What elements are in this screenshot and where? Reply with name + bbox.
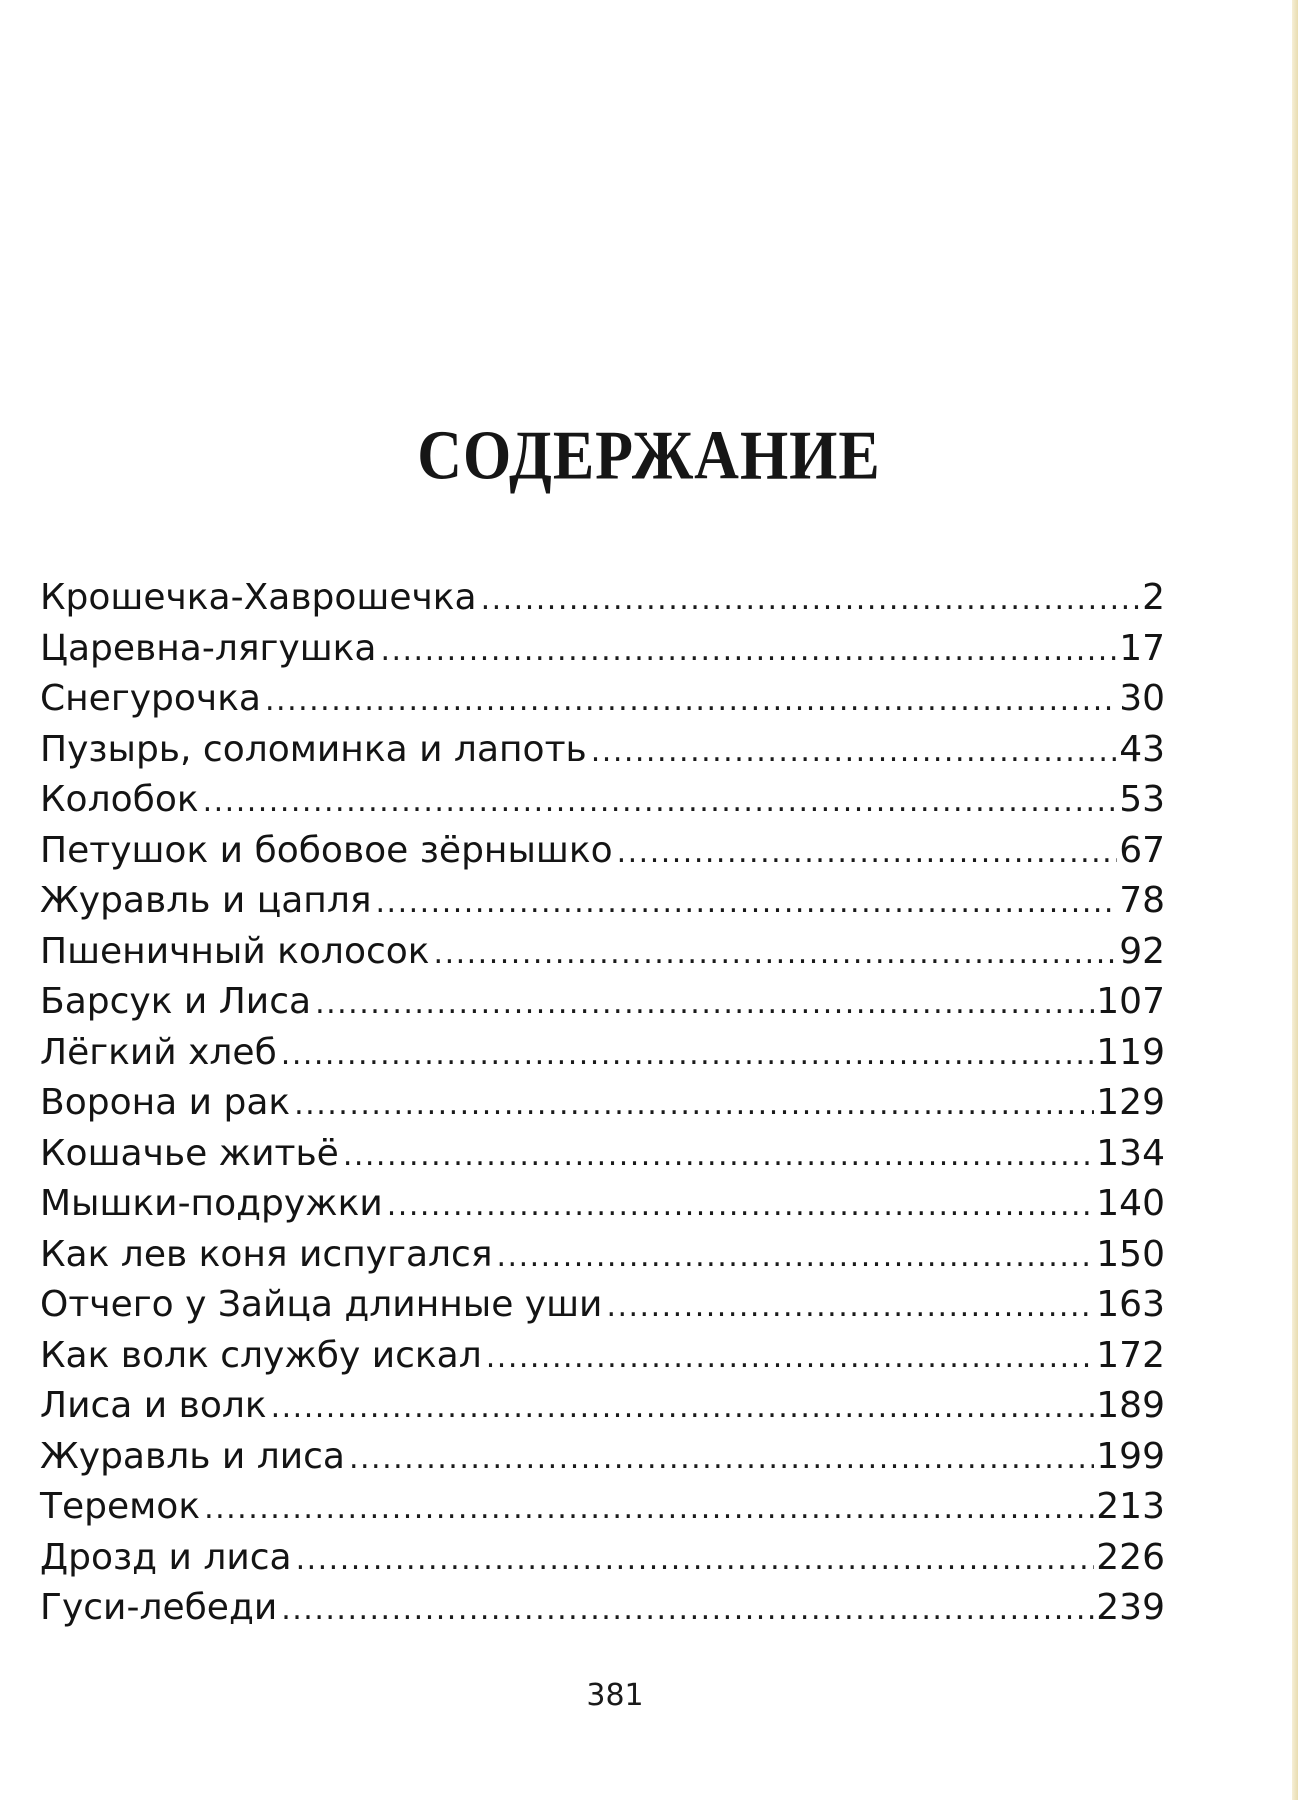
toc-entry-page: 119 [1096, 1031, 1165, 1073]
dot-leader [606, 1282, 1094, 1333]
toc-entry-title: Ворона и рак [40, 1082, 291, 1123]
dot-leader [376, 878, 1118, 929]
dot-leader [296, 1535, 1095, 1586]
toc-entry-title: Лиса и волк [40, 1385, 267, 1426]
toc-entry [40, 1533, 1165, 1584]
toc-entry-title: Как волк службу искал [40, 1334, 482, 1376]
dot-leader [387, 1181, 1095, 1232]
toc-entry-title: Мышки-подружки [40, 1183, 383, 1224]
toc-entry [40, 1381, 1165, 1432]
dot-leader [281, 1030, 1095, 1081]
toc-entry [40, 977, 1165, 1028]
toc-entry-title: Гуси-лебеди [40, 1587, 278, 1628]
toc-entry-page: 43 [1119, 728, 1165, 770]
toc-entry [40, 725, 1165, 776]
dot-leader [434, 929, 1118, 980]
dot-leader [343, 1131, 1094, 1182]
toc-entry-title: Теремок [40, 1486, 201, 1527]
dot-leader [271, 1383, 1095, 1434]
toc-entry [40, 1230, 1165, 1281]
toc-entry [40, 1482, 1165, 1533]
page-title: СОДЕРЖАНИЕ [417, 417, 881, 494]
dot-leader [315, 979, 1094, 1030]
toc-entry-page: 129 [1096, 1082, 1165, 1123]
dot-leader [486, 1333, 1095, 1384]
page-number: 381 [586, 1678, 644, 1713]
toc-entry-title: Колобок [40, 779, 199, 820]
toc-entry [40, 1179, 1165, 1230]
toc-entry [40, 927, 1165, 978]
toc-entry-page: 189 [1096, 1385, 1165, 1426]
toc-entry [40, 1028, 1165, 1079]
dot-leader [617, 828, 1118, 879]
toc-entry-title: Дрозд и лиса [40, 1536, 292, 1578]
toc-entry [40, 1331, 1165, 1382]
dot-leader [265, 676, 1117, 727]
toc-entry-title: Крошечка-Хаврошечка [40, 577, 477, 618]
toc-entry-title: Журавль и цапля [40, 880, 372, 921]
toc-entry-page: 134 [1096, 1132, 1165, 1174]
toc-entry-page: 213 [1096, 1486, 1165, 1527]
toc-entry [40, 876, 1165, 927]
toc-entry-title: Петушок и бобовое зёрнышко [40, 829, 613, 871]
toc-entry-title: Пшеничный колосок [40, 930, 430, 972]
toc-entry-title: Лёгкий хлеб [40, 1031, 277, 1073]
toc-entry-page: 67 [1119, 829, 1165, 871]
toc-entry-page: 199 [1096, 1435, 1165, 1477]
dot-leader [349, 1434, 1094, 1485]
toc-entry [40, 1432, 1165, 1483]
toc-entry-page: 239 [1096, 1587, 1165, 1628]
toc-entry-title: Журавль и лиса [40, 1435, 345, 1477]
toc-entry-title: Как лев коня испугался [40, 1233, 493, 1275]
toc-entry [40, 1583, 1165, 1634]
toc-entry-page: 107 [1096, 981, 1165, 1022]
toc-entry [40, 775, 1165, 826]
dot-leader [204, 1484, 1094, 1535]
toc-entry [40, 1078, 1165, 1129]
dot-leader [591, 727, 1117, 778]
toc-entry-page: 78 [1119, 880, 1165, 921]
toc-entry-page: 150 [1096, 1233, 1165, 1275]
toc-entry-page: 30 [1119, 678, 1165, 719]
toc-entry-title: Пузырь, соломинка и лапоть [40, 728, 587, 770]
toc-entry-title: Царевна-лягушка [40, 627, 377, 669]
dot-leader [203, 777, 1118, 828]
dot-leader [380, 626, 1117, 677]
dot-leader [281, 1585, 1094, 1636]
toc-entry-page: 163 [1096, 1284, 1165, 1325]
toc-entry-title: Кошачье житьё [40, 1132, 339, 1174]
toc-entry-page: 172 [1096, 1334, 1165, 1376]
toc-entry-page: 17 [1119, 627, 1165, 669]
table-of-contents [40, 573, 1165, 1634]
toc-entry-page: 92 [1119, 930, 1165, 972]
toc-entry-page: 226 [1096, 1536, 1165, 1578]
dot-leader [497, 1232, 1095, 1283]
toc-entry [40, 674, 1165, 725]
page-edge [1292, 0, 1298, 1800]
toc-entry-page: 53 [1119, 779, 1165, 820]
toc-entry-title: Барсук и Лиса [40, 981, 312, 1022]
toc-entry-title: Снегурочка [40, 678, 261, 719]
toc-entry [40, 826, 1165, 877]
toc-entry [40, 1129, 1165, 1180]
toc-entry-title: Отчего у Зайца длинные уши [40, 1284, 603, 1325]
dot-leader [481, 575, 1141, 626]
toc-entry [40, 1280, 1165, 1331]
dot-leader [294, 1080, 1094, 1131]
toc-entry [40, 624, 1165, 675]
toc-entry [40, 573, 1165, 624]
toc-entry-page: 2 [1142, 577, 1165, 618]
toc-entry-page: 140 [1096, 1183, 1165, 1224]
